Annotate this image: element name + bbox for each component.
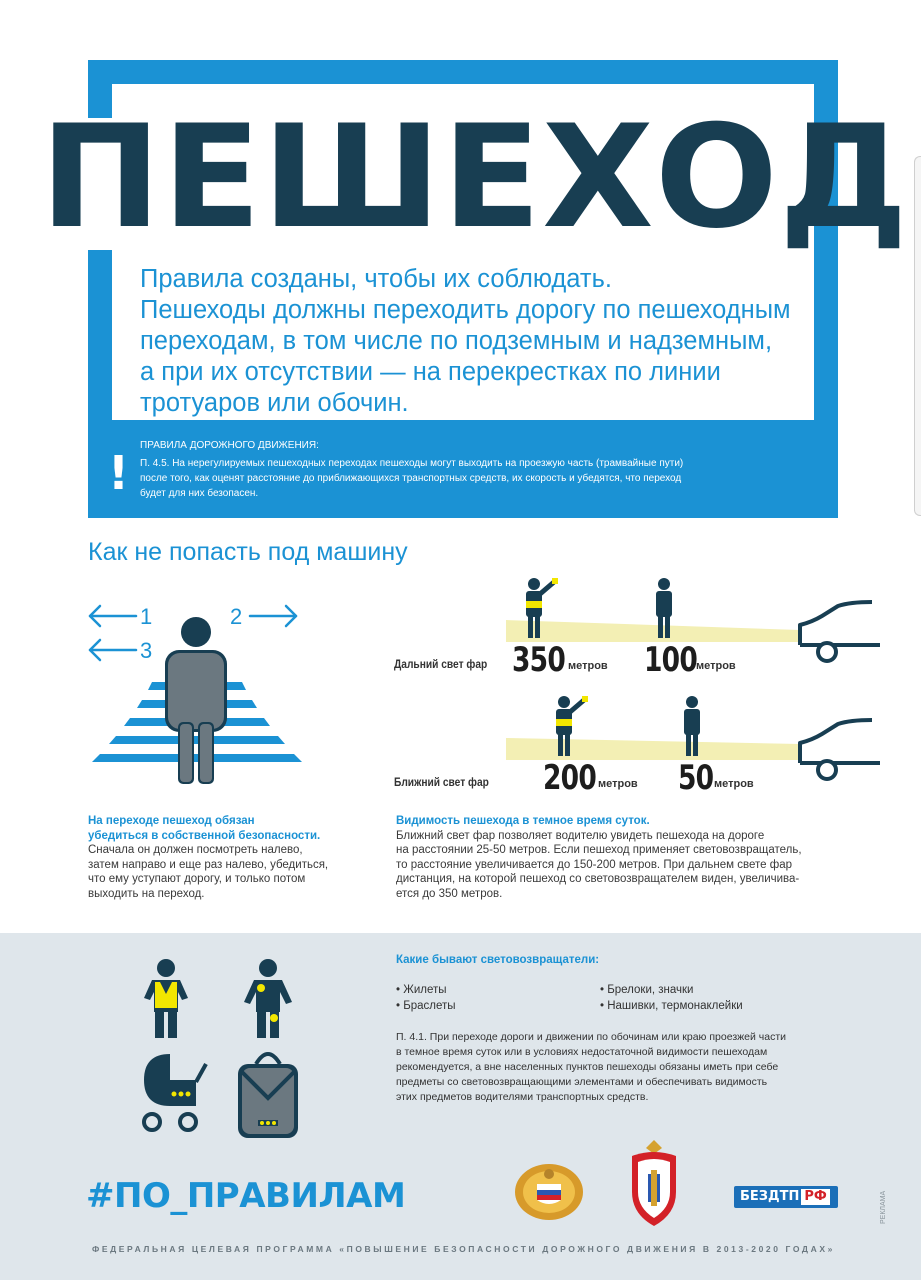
- distance-350: 350: [512, 640, 566, 680]
- distance-200: 200: [543, 758, 597, 798]
- unit-label: метров: [696, 660, 736, 672]
- reflector-item: • Браслеты: [396, 1000, 456, 1012]
- reflector-item: • Брелоки, значки: [600, 984, 694, 996]
- bezdtp-logo-text: БЕЗДТП: [740, 1189, 800, 1204]
- light-beam: [506, 620, 800, 642]
- unit-label: метров: [598, 778, 638, 790]
- distance-50: 50: [678, 758, 714, 798]
- rules-heading: ПРАВИЛА ДОРОЖНОГО ДВИЖЕНИЯ:: [140, 440, 319, 451]
- zebra-crossing-illustration: [74, 612, 324, 792]
- visibility-caption: [396, 814, 866, 901]
- low-beam-label: Ближний свет фар: [394, 775, 489, 789]
- page-title: ПЕШЕХОД: [40, 95, 909, 260]
- crossing-caption-heading: На переходе пешеход обязан убедиться в собственной безопасности.: [88, 815, 321, 842]
- crossing-caption-text: Сначала он должен посмотреть налево, затем направо и еще раз налево, убедиться, что ему уступают дорогу, и только потом выходить на переход.: [88, 844, 329, 900]
- reflectors-title: Какие бывают световозвращатели:: [396, 954, 600, 966]
- reflector-types-icons: [130, 954, 310, 1144]
- unit-label: метров: [714, 778, 754, 790]
- reflector-item: • Жилеты: [396, 984, 447, 996]
- hashtag: #ПО_ПРАВИЛАМ: [86, 1176, 406, 1216]
- section-title: Как не попасть под машину: [88, 538, 408, 566]
- reflector-item: • Нашивки, термонаклейки: [600, 1000, 743, 1012]
- bezdtp-logo: [734, 1186, 838, 1208]
- crossing-caption: [88, 814, 368, 901]
- lead-text: Правила созданы, чтобы их соблюдать. Пешеходы должны переходить дорогу по пешеходным переходам, в том числе по подземным и надземным, а при их отсутствии — на перекрестках по линии тротуаров или обочин.: [140, 265, 791, 417]
- reflective-badge-icon: [244, 959, 292, 1038]
- arrow-label-1: 1: [140, 604, 153, 629]
- scroll-handle[interactable]: [914, 156, 921, 516]
- light-beam: [506, 738, 800, 760]
- rule-4-1-text: П. 4.1. При переходе дороги и движении по обочинам или краю проезжей части в темное время суток или в условиях недостаточной видимости пешеходам рекомендуется, а вне населенных пунктов пешеходы обязаны иметь при себе предметы со световозвращающими элементами и обеспечивать видимость этих предметов водителями транспортных средств.: [396, 1031, 787, 1103]
- bag-icon: [238, 1054, 298, 1138]
- high-beam-label: Дальний свет фар: [394, 657, 488, 671]
- visibility-caption-heading: Видимость пешехода в темное время суток.: [396, 815, 650, 827]
- unit-label: метров: [568, 660, 608, 672]
- arrow-label-3: 3: [140, 638, 153, 663]
- program-footer: ФЕДЕРАЛЬНАЯ ЦЕЛЕВАЯ ПРОГРАММА «ПОВЫШЕНИЕ БЕЗОПАСНОСТИ ДОРОЖНОГО ДВИЖЕНИЯ В 2013-2020 ГОДАХ»: [92, 1244, 835, 1254]
- bezdtp-logo-rf: РФ: [801, 1189, 829, 1205]
- police-emblem-icon: [624, 1134, 684, 1234]
- arrow-label-2: 2: [230, 604, 243, 629]
- car-icon: [800, 602, 880, 661]
- ad-label: РЕКЛАМА: [880, 1190, 887, 1224]
- reflective-vest-icon: [144, 959, 188, 1038]
- visibility-caption-text: Ближний свет фар позволяет водителю увидеть пешехода на дороге на расстоянии 25-50 метров. Если пешеход применяет световозвращатель, то расстояние увеличивается до 150-200 метров. При дальнем свете фар дистанция, на которой пешеход со световозвращателем виден, увеличива- ется до 350 метров.: [396, 829, 802, 900]
- stroller-icon: [144, 1054, 206, 1130]
- exclamation-icon: !: [108, 446, 129, 500]
- rules-text: П. 4.5. На нерегулируемых пешеходных переходах пешеходы могут выходить на проезжую часть (трамвайные пути) после того, как оценят расстояние до приближающихся транспортных средств, их скорость и убедятся, что переход будет для них безопасен.: [140, 458, 684, 499]
- distance-100: 100: [644, 640, 698, 680]
- gibdd-emblem-icon: [504, 1156, 594, 1226]
- car-icon: [800, 720, 880, 779]
